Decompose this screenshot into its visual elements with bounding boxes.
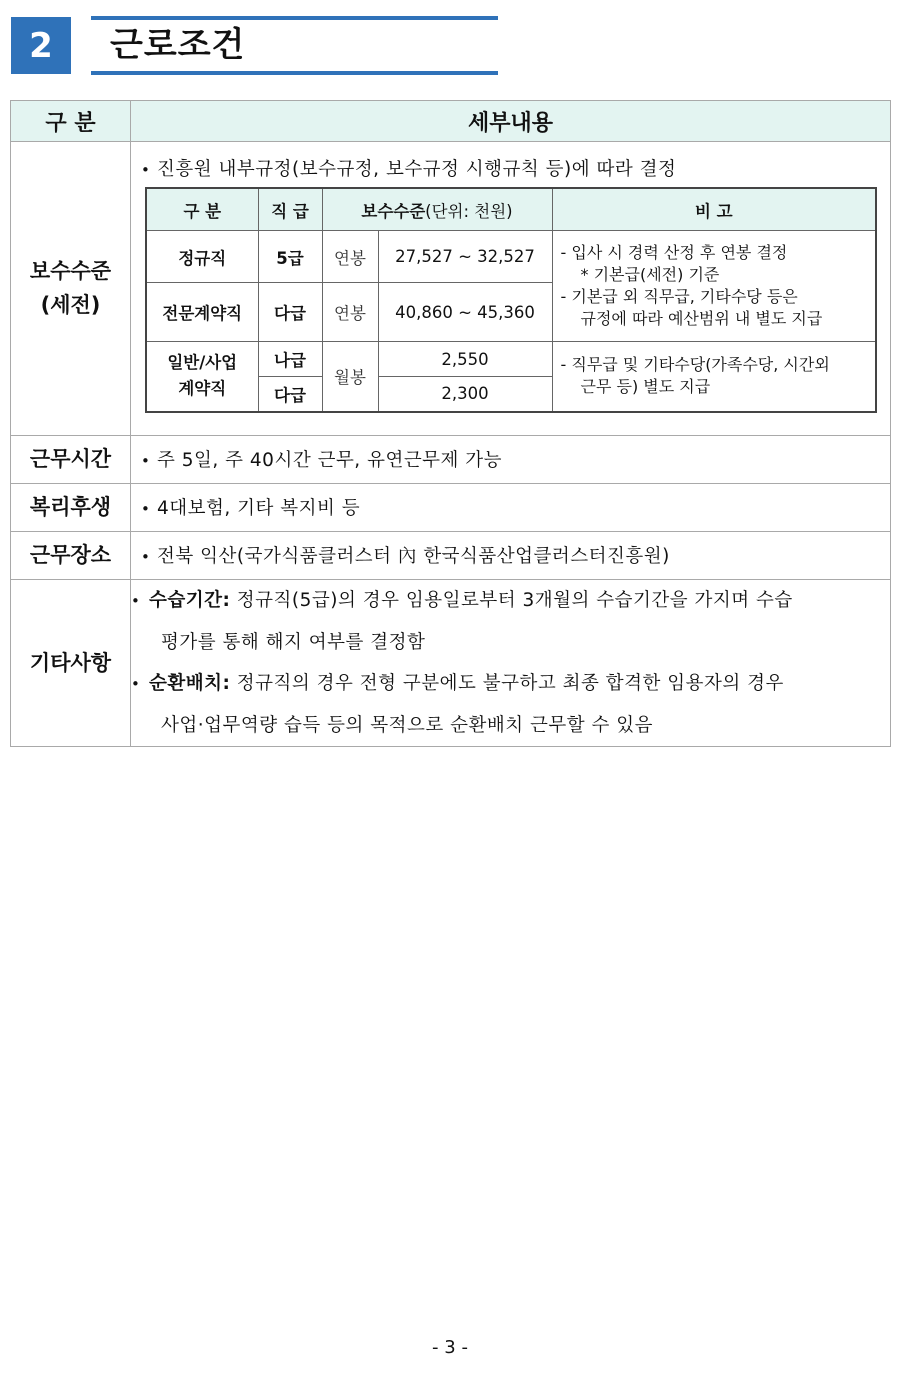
hours-row <box>11 435 891 483</box>
table-header-row <box>11 101 891 142</box>
pay-row-general-a <box>146 342 876 377</box>
pay-header-level-label: 보수수준 <box>361 201 426 221</box>
hours-text <box>131 435 891 483</box>
hours-value: 주 5일, 주 40시간 근무, 유연근무제 가능 <box>157 450 503 471</box>
bullet: • <box>141 500 151 518</box>
period-cell: 연봉 <box>322 283 378 342</box>
bullet: • <box>141 548 151 566</box>
pay-row-regular <box>146 231 876 283</box>
location-row <box>11 531 891 579</box>
remarks-note-2 <box>552 342 876 412</box>
type-cell: 정규직 <box>146 231 258 283</box>
period-cell: 연봉 <box>322 231 378 283</box>
pay-level-table <box>145 187 877 413</box>
pay-table-header <box>146 188 876 231</box>
note-line: * 기본급(세전) 기준 <box>580 265 720 284</box>
pay-intro-text: 진흥원 내부규정(보수규정, 보수규정 시행규칙 등)에 따라 결정 <box>157 159 677 180</box>
note-line: 근무 등) 별도 지급 <box>580 377 711 397</box>
amount-cell: 2,300 <box>378 377 552 412</box>
title-rule-bottom <box>91 71 498 75</box>
etc-row <box>11 579 891 746</box>
etc-item-rotation-cont: 사업·업무역량 습득 등의 목적으로 순환배치 근무할 수 있음 <box>161 714 653 736</box>
probation-text: 정규직(5급)의 경우 임용일로부터 3개월의 수습기간을 가지며 수습 <box>236 589 793 611</box>
location-value: 전북 익산(국가식품클러스터 內 한국식품산업클러스터진흥원) <box>157 546 670 567</box>
bullet: • <box>131 591 141 610</box>
grade-cell: 5급 <box>258 231 322 283</box>
rotation-text: 정규직의 경우 전형 구분에도 불구하고 최종 합격한 임용자의 경우 <box>236 672 784 694</box>
note-line: 규정에 따라 예산범위 내 별도 지급 <box>580 309 823 328</box>
pay-intro <box>131 142 890 187</box>
welfare-value: 4대보험, 기타 복지비 등 <box>157 498 361 519</box>
pay-details <box>131 142 891 436</box>
hours-label: 근무시간 <box>11 435 131 483</box>
etc-details <box>131 579 891 746</box>
amount-cell: 27,527 ~ 32,527 <box>378 231 552 283</box>
pay-header-grade: 직 급 <box>258 188 322 231</box>
pay-header-unit: (단위: 천원) <box>425 201 513 221</box>
amount-cell: 2,550 <box>378 342 552 377</box>
grade-cell: 나급 <box>258 342 322 377</box>
etc-item-probation <box>131 580 890 622</box>
header-category: 구 분 <box>11 101 131 142</box>
welfare-label: 복리후생 <box>11 483 131 531</box>
location-label: 근무장소 <box>11 531 131 579</box>
bullet: • <box>131 674 141 693</box>
pay-header-category: 구 분 <box>146 188 258 231</box>
grade-cell: 다급 <box>258 283 322 342</box>
amount-cell: 40,860 ~ 45,360 <box>378 283 552 342</box>
pay-header-remarks: 비 고 <box>552 188 876 231</box>
working-conditions-table <box>10 100 891 747</box>
rotation-title: 순환배치: <box>149 672 231 694</box>
section-title: 근로조건 <box>110 25 246 65</box>
pay-row <box>11 142 891 436</box>
type-line: 계약직 <box>178 379 227 399</box>
note-line: - 직무급 및 기타수당(가족수당, 시간외 <box>560 355 830 375</box>
pay-label <box>11 142 131 436</box>
bullet: • <box>141 161 151 179</box>
welfare-text <box>131 483 891 531</box>
welfare-row <box>11 483 891 531</box>
pay-label-line1: 보수수준 <box>29 259 112 284</box>
grade-cell: 다급 <box>258 377 322 412</box>
header-details: 세부내용 <box>131 101 891 142</box>
note-line: - 입사 시 경력 산정 후 연봉 결정 <box>560 243 788 262</box>
note-line: - 기본급 외 직무급, 기타수당 등은 <box>560 287 798 306</box>
pay-label-line2: (세전) <box>40 293 101 318</box>
etc-label: 기타사항 <box>11 579 131 746</box>
page-number: - 3 - <box>432 1337 468 1358</box>
probation-title: 수습기간: <box>149 589 231 611</box>
bullet: • <box>141 452 151 470</box>
etc-item-rotation <box>131 663 890 705</box>
section-number-badge: 2 <box>11 17 71 74</box>
location-text <box>131 531 891 579</box>
remarks-note-1 <box>552 231 876 342</box>
type-cell <box>146 342 258 412</box>
period-cell: 월봉 <box>322 342 378 412</box>
etc-item-probation-cont: 평가를 통해 해지 여부를 결정함 <box>161 631 426 653</box>
type-cell: 전문계약직 <box>146 283 258 342</box>
type-line: 일반/사업 <box>167 353 238 373</box>
pay-header-level <box>322 188 552 231</box>
